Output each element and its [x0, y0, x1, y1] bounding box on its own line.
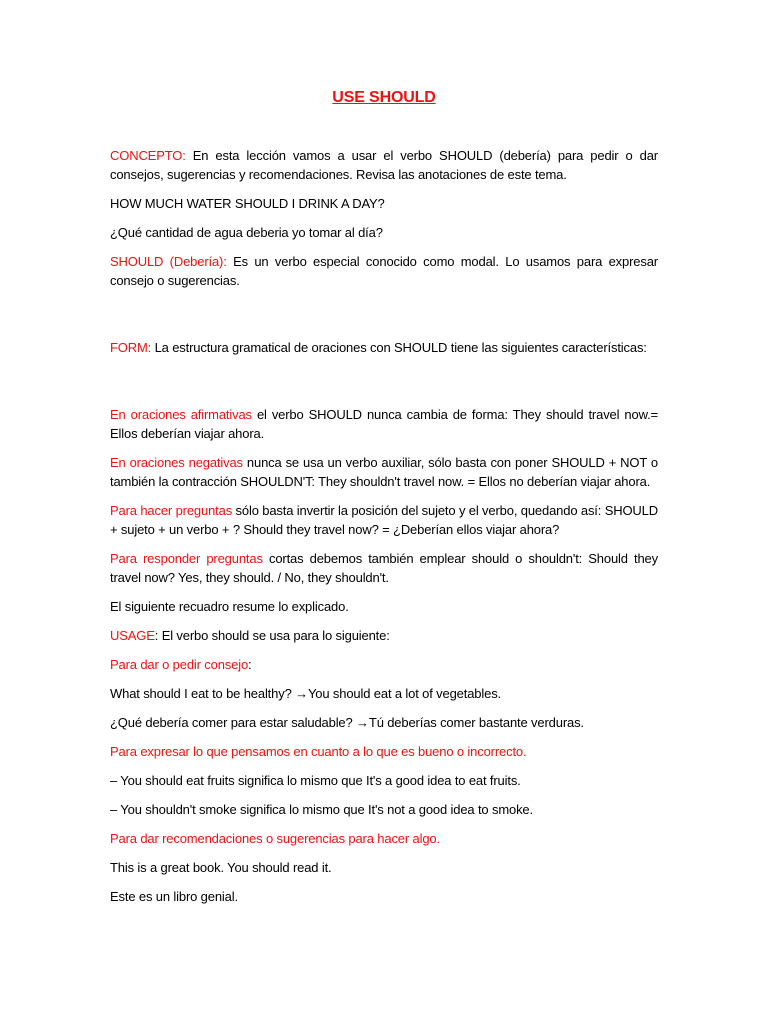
negativas-label: En oraciones negativas — [110, 455, 243, 470]
consejo-colon: : — [248, 657, 252, 672]
responder-paragraph — [110, 549, 658, 587]
expresar-heading: Para expresar lo que pensamos en cuanto a lo que es bueno o incorrecto. — [110, 744, 527, 759]
book-example-spanish: Este es un libro genial. — [110, 889, 238, 904]
should-definition-paragraph — [110, 252, 658, 290]
page-title: USE SHOULD — [332, 89, 436, 106]
negativas-paragraph — [110, 453, 658, 491]
consejo-heading — [110, 655, 658, 674]
concepto-label: CONCEPTO: — [110, 148, 186, 163]
responder-label: Para responder preguntas — [110, 551, 263, 566]
preguntas-paragraph — [110, 501, 658, 539]
document-page — [110, 86, 658, 916]
consejo-label: Para dar o pedir consejo — [110, 657, 249, 672]
question-english: HOW MUCH WATER SHOULD I DRINK A DAY? — [110, 196, 385, 211]
book-example-english: This is a great book. You should read it. — [110, 860, 332, 875]
recomendaciones-heading: Para dar recomendaciones o sugerencias para hacer algo. — [110, 831, 440, 846]
usage-label: USAGE — [110, 628, 155, 643]
usage-paragraph — [110, 626, 658, 645]
fruits-example: – You should eat fruits significa lo mismo que It's a good idea to eat fruits. — [110, 773, 521, 788]
afirmativas-text: el verbo SHOULD nunca cambia de forma: They should travel now.= Ellos deberían viajar ahora. — [110, 407, 658, 441]
preguntas-text: sólo basta invertir la posición del sujeto y el verbo, quedando así: SHOULD + sujeto + un verbo + ? Should they travel now? = ¿Deberían ellos viajar ahora? — [110, 503, 658, 537]
should-definition-label: SHOULD (Debería): — [110, 254, 227, 269]
negativas-text: nunca se usa un verbo auxiliar, sólo basta con poner SHOULD + NOT o también la contracción SHOULDN'T: They shouldn't travel now. = Ellos no deberían viajar ahora. — [110, 455, 658, 489]
afirmativas-label: En oraciones afirmativas — [110, 407, 252, 422]
resumen-paragraph: El siguiente recuadro resume lo explicado. — [110, 599, 349, 614]
should-definition-text: Es un verbo especial conocido como modal. Lo usamos para expresar consejo o sugerencias. — [110, 254, 658, 288]
responder-text: cortas debemos también emplear should o shouldn't: Should they travel now? Yes, they should. / No, they shouldn't. — [110, 551, 658, 585]
question-spanish: ¿Qué cantidad de agua deberia yo tomar al día? — [110, 225, 383, 240]
concepto-text: En esta lección vamos a usar el verbo SHOULD (debería) para pedir o dar consejos, sugerencias y recomendaciones. Revisa las anotaciones de este tema. — [110, 148, 658, 182]
form-label: FORM: — [110, 340, 152, 355]
afirmativas-paragraph — [110, 405, 658, 443]
form-text: La estructura gramatical de oraciones con SHOULD tiene las siguientes características: — [151, 340, 647, 355]
form-paragraph — [110, 338, 658, 357]
usage-text: : El verbo should se usa para lo siguiente: — [154, 628, 390, 643]
concepto-paragraph — [110, 146, 658, 184]
consejo-example-spanish: ¿Qué debería comer para estar saludable? →Tú deberías comer bastante verduras. — [110, 715, 584, 730]
consejo-example-english: What should I eat to be healthy? →You should eat a lot of vegetables. — [110, 686, 502, 701]
smoke-example: – You shouldn't smoke significa lo mismo que It's not a good idea to smoke. — [110, 802, 533, 817]
preguntas-label: Para hacer preguntas — [110, 503, 233, 518]
